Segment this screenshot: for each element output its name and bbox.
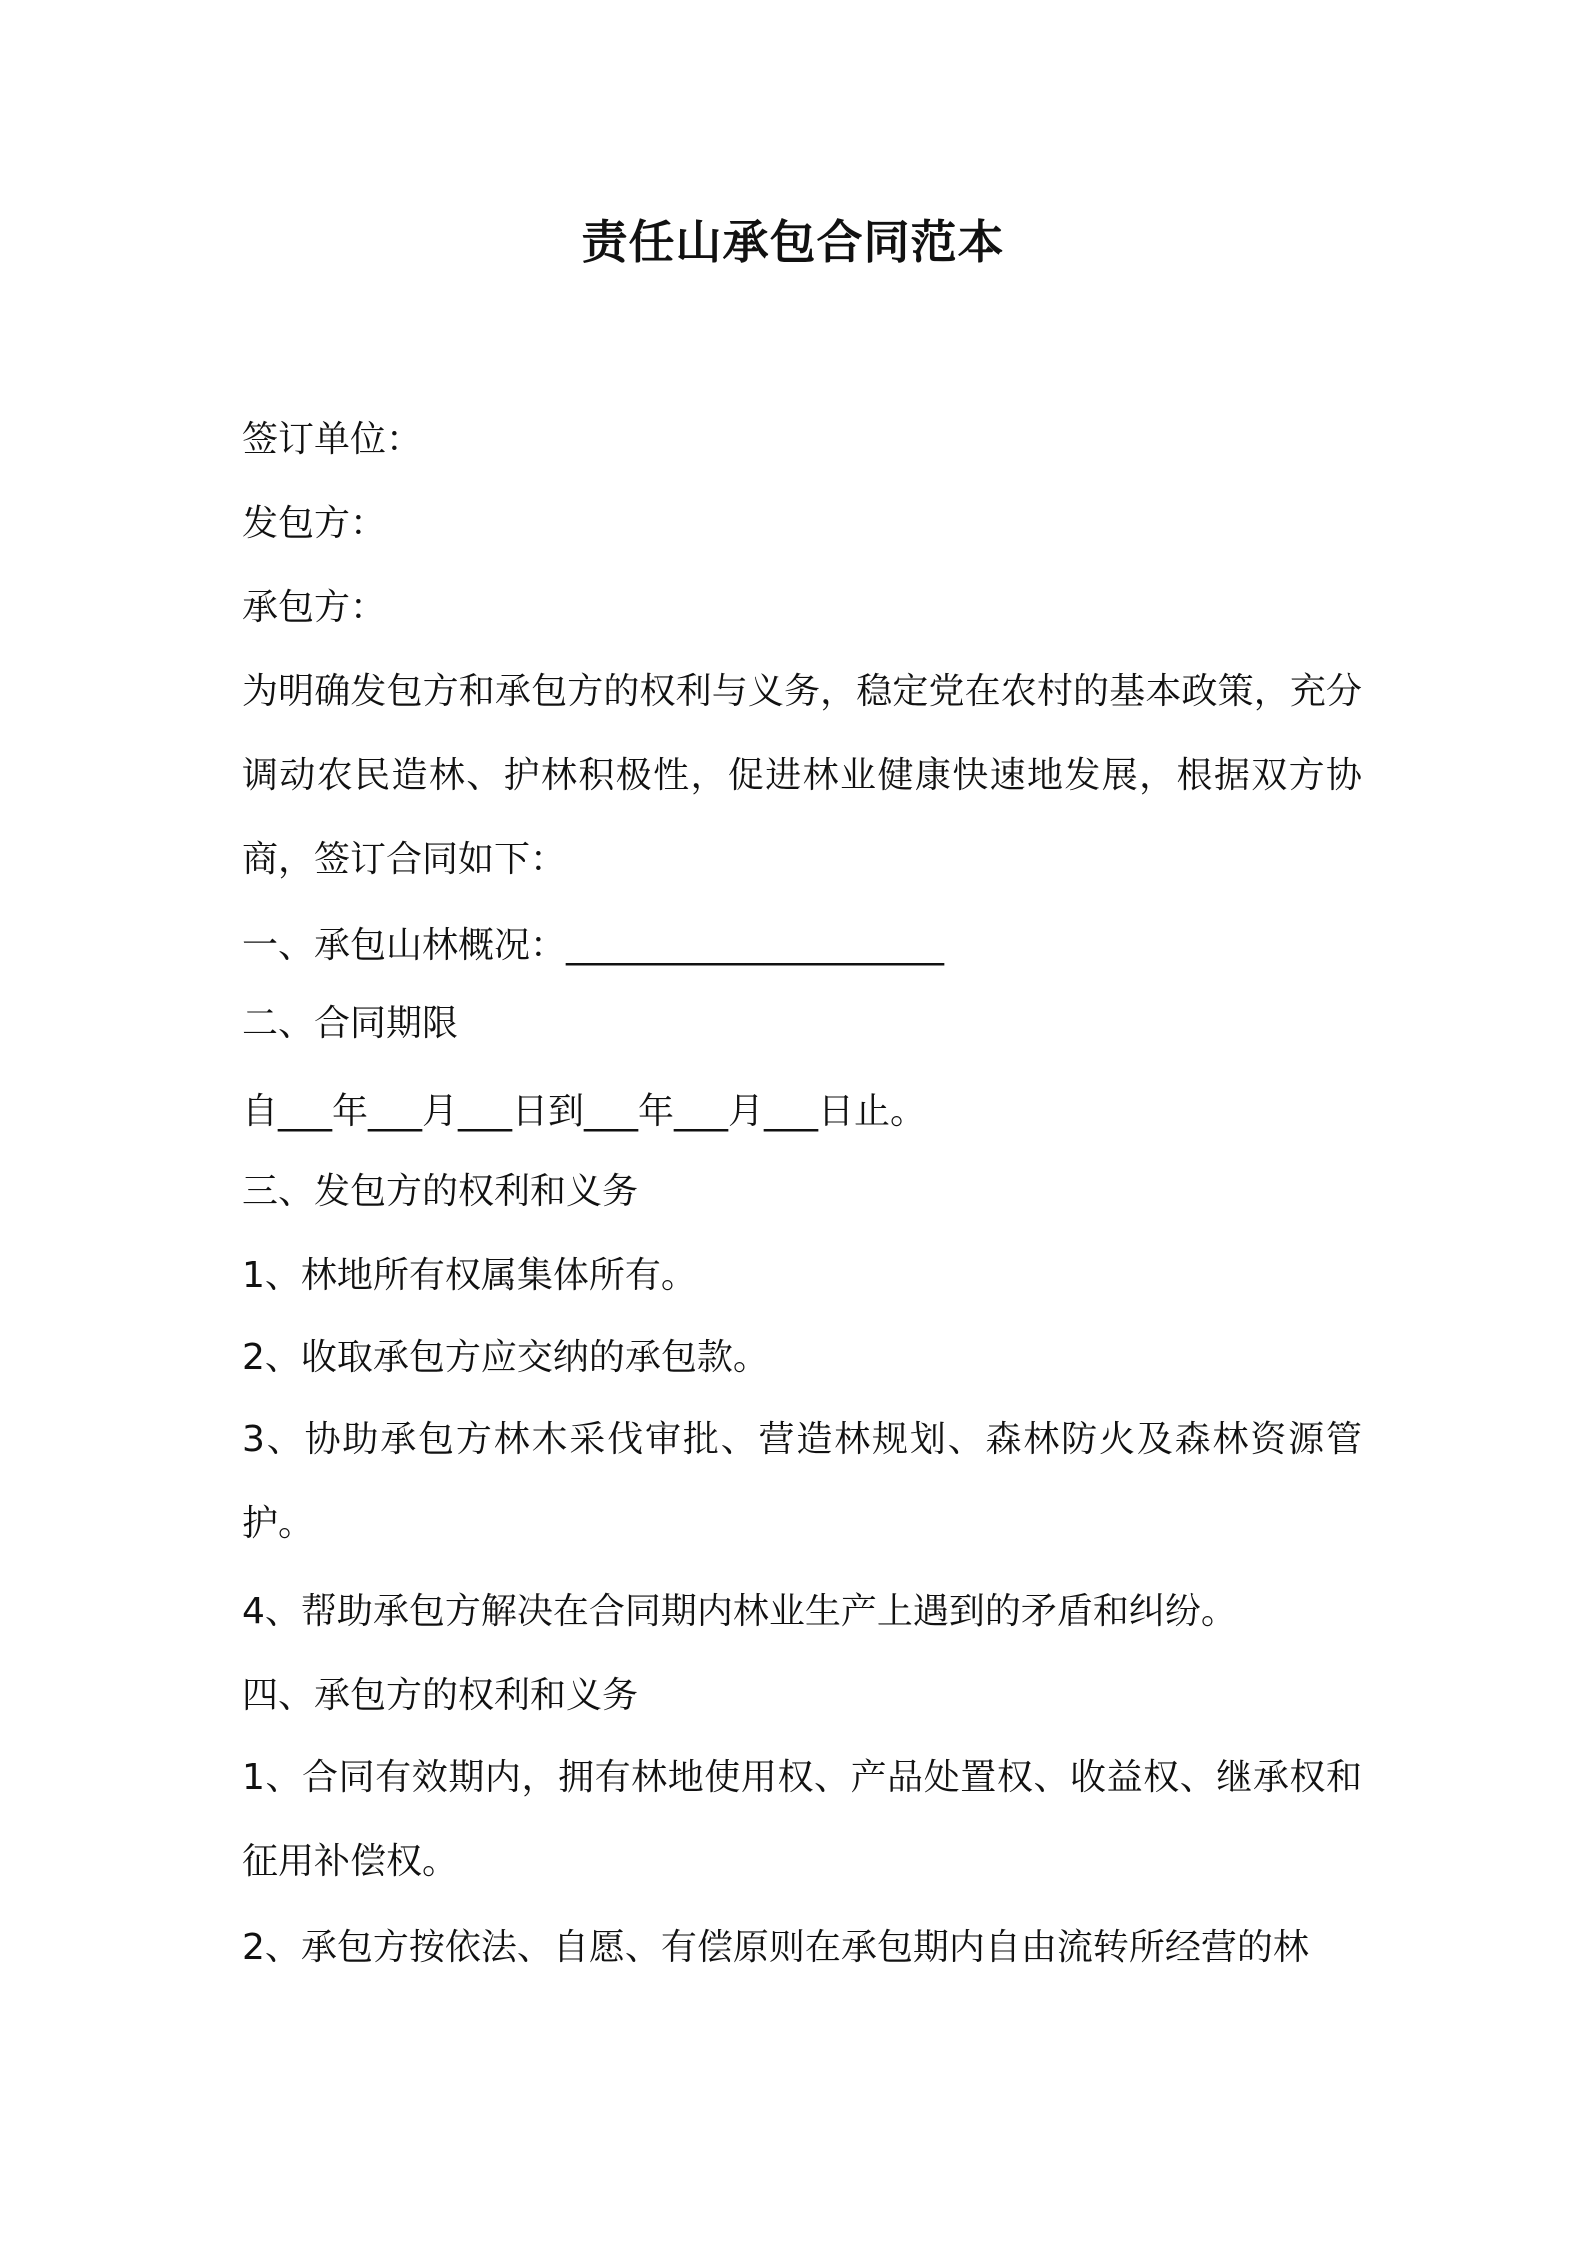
section-2-heading: 二、合同期限 bbox=[242, 1003, 459, 1044]
section-3-item-1: 1、林地所有权属集体所有。 bbox=[242, 1255, 697, 1296]
section-1-heading: 一、承包山林概况：_____________________ bbox=[242, 925, 945, 966]
contractor-label: 承包方： bbox=[242, 587, 387, 628]
section-3-heading: 三、发包方的权利和义务 bbox=[242, 1171, 639, 1212]
section-3-item-4: 4、帮助承包方解决在合同期内林业生产上遇到的矛盾和纠纷。 bbox=[242, 1591, 1237, 1632]
document-title: 责任山承包合同范本 bbox=[581, 215, 1005, 269]
intro-paragraph: 为明确发包方和承包方的权利与义务，稳定党在农村的基本政策，充分调动农民造林、护林积极性，促进林业健康快速地发展，根据双方协商，签订合同如下： bbox=[242, 671, 1362, 880]
section-3-item-2: 2、收取承包方应交纳的承包款。 bbox=[242, 1337, 769, 1378]
section-4-heading: 四、承包方的权利和义务 bbox=[242, 1675, 639, 1716]
signing-unit-label: 签订单位： bbox=[242, 419, 423, 460]
section-3-item-3: 3、协助承包方林木采伐审批、营造林规划、森林防火及森林资源管护。 bbox=[242, 1419, 1362, 1544]
issuer-label: 发包方： bbox=[242, 503, 387, 544]
section-4-item-2: 2、承包方按依法、自愿、有偿原则在承包期内自由流转所经营的林 bbox=[242, 1927, 1309, 1968]
section-4-item-1: 1、合同有效期内，拥有林地使用权、产品处置权、收益权、继承权和征用补偿权。 bbox=[242, 1757, 1362, 1882]
contract-period-text: 自___年___月___日到___年___月___日止。 bbox=[242, 1091, 927, 1132]
